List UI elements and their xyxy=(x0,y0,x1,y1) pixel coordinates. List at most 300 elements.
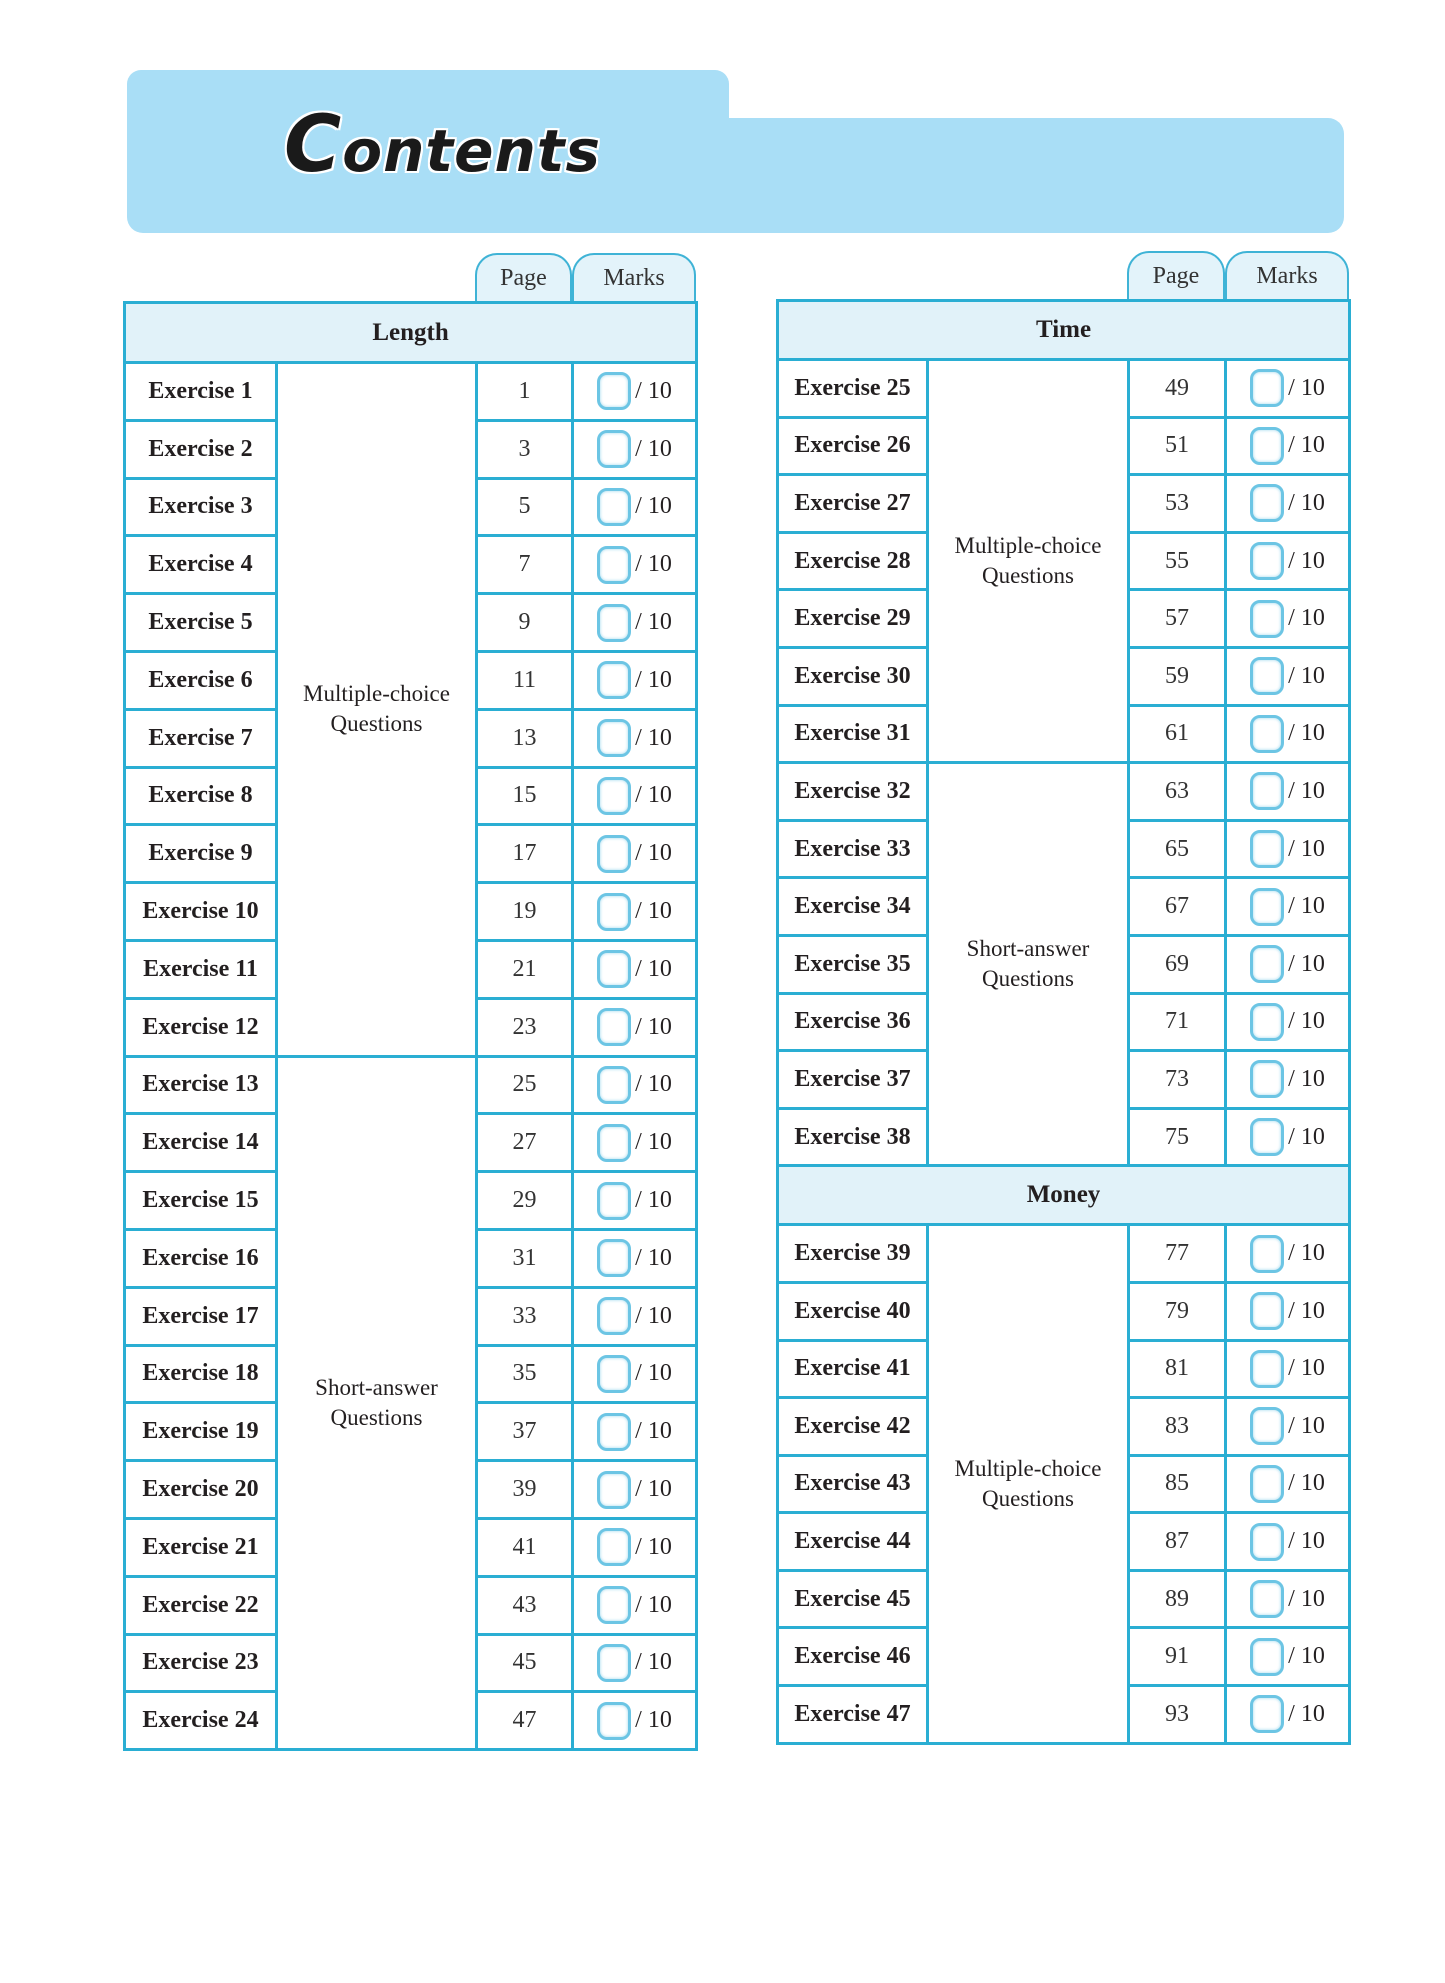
score-input-box[interactable] xyxy=(1250,1235,1284,1273)
exercise-label[interactable]: Exercise 24 xyxy=(125,1692,277,1750)
question-type-label: Multiple-choice Questions xyxy=(928,1225,1129,1743)
marks-total: / 10 xyxy=(635,1707,672,1734)
marks-entry xyxy=(574,1124,695,1162)
marks-cell xyxy=(1226,878,1350,936)
marks-total: / 10 xyxy=(1288,1240,1325,1267)
marks-cell xyxy=(573,363,697,421)
marks-cell xyxy=(573,825,697,883)
marks-entry xyxy=(1227,1235,1348,1273)
page-number: 5 xyxy=(477,478,573,536)
marks-total: / 10 xyxy=(635,609,672,636)
exercise-label[interactable]: Exercise 21 xyxy=(125,1518,277,1576)
exercise-row[interactable] xyxy=(125,363,697,421)
marks-total: / 10 xyxy=(1288,835,1325,862)
page-number: 19 xyxy=(477,883,573,941)
score-input-box[interactable] xyxy=(597,950,631,988)
marks-total: / 10 xyxy=(1288,720,1325,747)
marks-total: / 10 xyxy=(635,666,672,693)
page-number: 11 xyxy=(477,651,573,709)
score-input-box[interactable] xyxy=(1250,542,1284,580)
score-input-box[interactable] xyxy=(597,1182,631,1220)
marks-cell xyxy=(573,1114,697,1172)
marks-entry xyxy=(1227,888,1348,926)
exercise-label[interactable]: Exercise 12 xyxy=(125,998,277,1056)
score-input-box[interactable] xyxy=(1250,888,1284,926)
exercise-row[interactable] xyxy=(125,1056,697,1114)
exercise-label[interactable]: Exercise 31 xyxy=(778,705,928,763)
marks-cell xyxy=(573,1461,697,1519)
marks-entry xyxy=(574,1528,695,1566)
page-number: 7 xyxy=(477,536,573,594)
page-number: 29 xyxy=(477,1172,573,1230)
section-title: Time xyxy=(778,301,1350,360)
marks-entry xyxy=(1227,369,1348,407)
score-input-box[interactable] xyxy=(1250,1003,1284,1041)
score-input-box[interactable] xyxy=(597,1066,631,1104)
page-number: 75 xyxy=(1129,1108,1226,1166)
score-input-box[interactable] xyxy=(597,893,631,931)
marks-entry xyxy=(574,1355,695,1393)
score-input-box[interactable] xyxy=(597,1239,631,1277)
marks-total: / 10 xyxy=(635,1476,672,1503)
marks-entry xyxy=(574,777,695,815)
marks-column-tab: Marks xyxy=(1225,251,1349,299)
marks-cell xyxy=(1226,417,1350,475)
exercise-label[interactable]: Exercise 38 xyxy=(778,1108,928,1166)
marks-cell xyxy=(573,1056,697,1114)
marks-cell xyxy=(573,1229,697,1287)
marks-cell xyxy=(1226,1051,1350,1109)
page-number: 63 xyxy=(1129,763,1226,821)
marks-entry xyxy=(574,430,695,468)
marks-entry xyxy=(1227,657,1348,695)
marks-total: / 10 xyxy=(635,1013,672,1040)
marks-total: / 10 xyxy=(635,551,672,578)
marks-total: / 10 xyxy=(1288,1065,1325,1092)
marks-total: / 10 xyxy=(1288,1355,1325,1382)
exercise-label[interactable]: Exercise 47 xyxy=(778,1686,928,1744)
page-number: 71 xyxy=(1129,993,1226,1051)
page-number: 3 xyxy=(477,420,573,478)
contents-table-right xyxy=(776,299,1351,1745)
marks-cell xyxy=(573,1634,697,1692)
score-input-box[interactable] xyxy=(597,1528,631,1566)
page-number: 43 xyxy=(477,1576,573,1634)
page-column-tab: Page xyxy=(475,253,572,301)
marks-cell xyxy=(573,1172,697,1230)
marks-cell xyxy=(573,1518,697,1576)
page-number: 45 xyxy=(477,1634,573,1692)
exercise-label[interactable]: Exercise 34 xyxy=(778,878,928,936)
section-title: Length xyxy=(125,303,697,363)
marks-total: / 10 xyxy=(635,1244,672,1271)
exercise-label[interactable]: Exercise 18 xyxy=(125,1345,277,1403)
marks-cell xyxy=(573,536,697,594)
score-input-box[interactable] xyxy=(597,1355,631,1393)
marks-entry xyxy=(1227,1695,1348,1733)
score-input-box[interactable] xyxy=(1250,1407,1284,1445)
score-input-box[interactable] xyxy=(597,430,631,468)
marks-total: / 10 xyxy=(635,1418,672,1445)
marks-total: / 10 xyxy=(1288,893,1325,920)
page-title: Contents xyxy=(284,100,601,190)
page-number: 15 xyxy=(477,767,573,825)
exercise-label[interactable]: Exercise 1 xyxy=(125,363,277,421)
marks-total: / 10 xyxy=(635,1302,672,1329)
score-input-box[interactable] xyxy=(597,719,631,757)
marks-entry xyxy=(574,1182,695,1220)
exercise-label[interactable]: Exercise 3 xyxy=(125,478,277,536)
exercise-label[interactable]: Exercise 29 xyxy=(778,590,928,648)
marks-entry xyxy=(1227,427,1348,465)
score-input-box[interactable] xyxy=(1250,1350,1284,1388)
score-input-box[interactable] xyxy=(597,1413,631,1451)
question-type-label: Short-answer Questions xyxy=(928,763,1129,1166)
page-number: 59 xyxy=(1129,647,1226,705)
page-number: 31 xyxy=(477,1229,573,1287)
score-input-box[interactable] xyxy=(597,1124,631,1162)
page-column-tab: Page xyxy=(1127,251,1225,299)
exercise-label[interactable]: Exercise 10 xyxy=(125,883,277,941)
page-number: 61 xyxy=(1129,705,1226,763)
marks-cell xyxy=(1226,1513,1350,1571)
exercise-label[interactable]: Exercise 35 xyxy=(778,935,928,993)
marks-cell xyxy=(1226,1282,1350,1340)
exercise-label[interactable]: Exercise 23 xyxy=(125,1634,277,1692)
marks-cell xyxy=(1226,1108,1350,1166)
section-title: Money xyxy=(778,1166,1350,1225)
score-input-box[interactable] xyxy=(1250,484,1284,522)
marks-total: / 10 xyxy=(635,1533,672,1560)
marks-cell xyxy=(1226,820,1350,878)
marks-cell xyxy=(1226,763,1350,821)
page-number: 17 xyxy=(477,825,573,883)
score-input-box[interactable] xyxy=(1250,715,1284,753)
score-input-box[interactable] xyxy=(1250,427,1284,465)
exercise-label[interactable]: Exercise 6 xyxy=(125,651,277,709)
exercise-label[interactable]: Exercise 20 xyxy=(125,1461,277,1519)
page-number: 77 xyxy=(1129,1225,1226,1283)
marks-cell xyxy=(573,1576,697,1634)
marks-total: / 10 xyxy=(635,955,672,982)
marks-entry xyxy=(574,1008,695,1046)
page-number: 69 xyxy=(1129,935,1226,993)
marks-cell xyxy=(1226,1225,1350,1283)
marks-entry xyxy=(1227,1350,1348,1388)
marks-total: / 10 xyxy=(635,840,672,867)
question-type-label: Multiple-choice Questions xyxy=(928,360,1129,763)
marks-entry xyxy=(1227,484,1348,522)
score-input-box[interactable] xyxy=(1250,772,1284,810)
exercise-row[interactable] xyxy=(778,360,1350,418)
score-input-box[interactable] xyxy=(597,835,631,873)
marks-entry xyxy=(574,1586,695,1624)
marks-cell xyxy=(573,651,697,709)
exercise-label[interactable]: Exercise 40 xyxy=(778,1282,928,1340)
marks-entry xyxy=(1227,1523,1348,1561)
score-input-box[interactable] xyxy=(1250,945,1284,983)
banner-notch xyxy=(729,70,747,118)
marks-total: / 10 xyxy=(1288,777,1325,804)
marks-total: / 10 xyxy=(635,1360,672,1387)
marks-entry xyxy=(574,546,695,584)
marks-total: / 10 xyxy=(635,1129,672,1156)
exercise-label[interactable]: Exercise 2 xyxy=(125,420,277,478)
marks-entry xyxy=(574,1239,695,1277)
page-number: 9 xyxy=(477,594,573,652)
score-input-box[interactable] xyxy=(1250,1118,1284,1156)
marks-entry xyxy=(574,1066,695,1104)
marks-cell xyxy=(1226,1570,1350,1628)
exercise-label[interactable]: Exercise 11 xyxy=(125,940,277,998)
exercise-label[interactable]: Exercise 46 xyxy=(778,1628,928,1686)
marks-entry xyxy=(1227,945,1348,983)
contents-table-left xyxy=(123,301,698,1751)
exercise-label[interactable]: Exercise 17 xyxy=(125,1287,277,1345)
exercise-label[interactable]: Exercise 41 xyxy=(778,1340,928,1398)
marks-total: / 10 xyxy=(635,1187,672,1214)
score-input-box[interactable] xyxy=(597,604,631,642)
exercise-label[interactable]: Exercise 16 xyxy=(125,1229,277,1287)
page-number: 41 xyxy=(477,1518,573,1576)
marks-cell xyxy=(573,998,697,1056)
marks-total: / 10 xyxy=(1288,1585,1325,1612)
marks-entry xyxy=(574,1644,695,1682)
page-number: 49 xyxy=(1129,360,1226,418)
marks-entry xyxy=(1227,1465,1348,1503)
marks-entry xyxy=(1227,1580,1348,1618)
page-number: 51 xyxy=(1129,417,1226,475)
exercise-label[interactable]: Exercise 22 xyxy=(125,1576,277,1634)
right-column-tabs xyxy=(1127,251,1349,299)
score-input-box[interactable] xyxy=(1250,1580,1284,1618)
exercise-label[interactable]: Exercise 33 xyxy=(778,820,928,878)
marks-cell xyxy=(1226,705,1350,763)
marks-entry xyxy=(574,604,695,642)
page-number: 25 xyxy=(477,1056,573,1114)
marks-cell xyxy=(573,1692,697,1750)
marks-entry xyxy=(1227,1638,1348,1676)
marks-entry xyxy=(574,835,695,873)
score-input-box[interactable] xyxy=(597,1297,631,1335)
marks-entry xyxy=(574,661,695,699)
score-input-box[interactable] xyxy=(597,488,631,526)
score-input-box[interactable] xyxy=(1250,1523,1284,1561)
score-input-box[interactable] xyxy=(597,661,631,699)
score-input-box[interactable] xyxy=(1250,1695,1284,1733)
marks-total: / 10 xyxy=(1288,489,1325,516)
page-number: 27 xyxy=(477,1114,573,1172)
marks-cell xyxy=(573,1287,697,1345)
marks-entry xyxy=(1227,772,1348,810)
page-number: 57 xyxy=(1129,590,1226,648)
marks-entry xyxy=(574,893,695,931)
marks-cell xyxy=(1226,935,1350,993)
question-type-label: Short-answer Questions xyxy=(277,1056,477,1750)
exercise-label[interactable]: Exercise 28 xyxy=(778,532,928,590)
marks-entry xyxy=(574,488,695,526)
score-input-box[interactable] xyxy=(1250,1465,1284,1503)
page-number: 55 xyxy=(1129,532,1226,590)
score-input-box[interactable] xyxy=(597,1008,631,1046)
marks-cell xyxy=(1226,475,1350,533)
marks-total: / 10 xyxy=(1288,432,1325,459)
marks-cell xyxy=(573,1345,697,1403)
marks-entry xyxy=(574,1471,695,1509)
marks-total: / 10 xyxy=(635,1591,672,1618)
marks-entry xyxy=(1227,715,1348,753)
exercise-label[interactable]: Exercise 42 xyxy=(778,1398,928,1456)
page-number: 89 xyxy=(1129,1570,1226,1628)
score-input-box[interactable] xyxy=(597,777,631,815)
page-number: 13 xyxy=(477,709,573,767)
marks-cell xyxy=(573,709,697,767)
score-input-box[interactable] xyxy=(597,1702,631,1740)
marks-total: / 10 xyxy=(635,435,672,462)
page-number: 91 xyxy=(1129,1628,1226,1686)
exercise-label[interactable]: Exercise 30 xyxy=(778,647,928,705)
marks-entry xyxy=(574,950,695,988)
marks-entry xyxy=(574,719,695,757)
marks-total: / 10 xyxy=(1288,547,1325,574)
marks-entry xyxy=(1227,542,1348,580)
marks-total: / 10 xyxy=(1288,1528,1325,1555)
exercise-label[interactable]: Exercise 39 xyxy=(778,1225,928,1283)
page-number: 1 xyxy=(477,363,573,421)
marks-cell xyxy=(1226,532,1350,590)
marks-entry xyxy=(1227,1003,1348,1041)
exercise-label[interactable]: Exercise 44 xyxy=(778,1513,928,1571)
marks-cell xyxy=(573,767,697,825)
exercise-label[interactable]: Exercise 36 xyxy=(778,993,928,1051)
marks-total: / 10 xyxy=(1288,1412,1325,1439)
exercise-label[interactable]: Exercise 14 xyxy=(125,1114,277,1172)
score-input-box[interactable] xyxy=(1250,1292,1284,1330)
marks-entry xyxy=(1227,830,1348,868)
marks-cell xyxy=(1226,360,1350,418)
exercise-label[interactable]: Exercise 25 xyxy=(778,360,928,418)
score-input-box[interactable] xyxy=(597,1644,631,1682)
marks-cell xyxy=(573,883,697,941)
marks-entry xyxy=(1227,1292,1348,1330)
marks-cell xyxy=(1226,1455,1350,1513)
exercise-label[interactable]: Exercise 19 xyxy=(125,1403,277,1461)
exercise-label[interactable]: Exercise 27 xyxy=(778,475,928,533)
marks-cell xyxy=(1226,993,1350,1051)
page-number: 53 xyxy=(1129,475,1226,533)
marks-total: / 10 xyxy=(635,782,672,809)
marks-total: / 10 xyxy=(1288,1123,1325,1150)
section-header-row xyxy=(125,303,697,363)
page-number: 87 xyxy=(1129,1513,1226,1571)
score-input-box[interactable] xyxy=(1250,657,1284,695)
score-input-box[interactable] xyxy=(1250,830,1284,868)
score-input-box[interactable] xyxy=(1250,1060,1284,1098)
marks-cell xyxy=(1226,1340,1350,1398)
page-number: 35 xyxy=(477,1345,573,1403)
exercise-row[interactable] xyxy=(778,763,1350,821)
page-number: 37 xyxy=(477,1403,573,1461)
exercise-label[interactable]: Exercise 9 xyxy=(125,825,277,883)
marks-total: / 10 xyxy=(1288,1470,1325,1497)
page-number: 79 xyxy=(1129,1282,1226,1340)
marks-cell xyxy=(573,940,697,998)
marks-total: / 10 xyxy=(1288,1297,1325,1324)
page-number: 83 xyxy=(1129,1398,1226,1456)
section-header-row xyxy=(778,1166,1350,1225)
page-number: 23 xyxy=(477,998,573,1056)
marks-total: / 10 xyxy=(1288,662,1325,689)
marks-entry xyxy=(1227,1407,1348,1445)
marks-total: / 10 xyxy=(1288,950,1325,977)
page-number: 81 xyxy=(1129,1340,1226,1398)
exercise-label[interactable]: Exercise 8 xyxy=(125,767,277,825)
page-number: 33 xyxy=(477,1287,573,1345)
exercise-label[interactable]: Exercise 26 xyxy=(778,417,928,475)
page-number: 85 xyxy=(1129,1455,1226,1513)
exercise-label[interactable]: Exercise 32 xyxy=(778,763,928,821)
marks-total: / 10 xyxy=(635,377,672,404)
score-input-box[interactable] xyxy=(597,372,631,410)
marks-total: / 10 xyxy=(635,493,672,520)
marks-entry xyxy=(574,1702,695,1740)
exercise-label[interactable]: Exercise 43 xyxy=(778,1455,928,1513)
exercise-label[interactable]: Exercise 15 xyxy=(125,1172,277,1230)
score-input-box[interactable] xyxy=(597,546,631,584)
marks-cell xyxy=(573,594,697,652)
marks-column-tab: Marks xyxy=(572,253,696,301)
score-input-box[interactable] xyxy=(1250,600,1284,638)
marks-entry xyxy=(574,372,695,410)
section-header-row xyxy=(778,301,1350,360)
score-input-box[interactable] xyxy=(597,1586,631,1624)
page-number: 67 xyxy=(1129,878,1226,936)
page-number: 21 xyxy=(477,940,573,998)
score-input-box[interactable] xyxy=(597,1471,631,1509)
marks-total: / 10 xyxy=(1288,1643,1325,1670)
marks-total: / 10 xyxy=(635,724,672,751)
page-number: 39 xyxy=(477,1461,573,1519)
left-column-tabs xyxy=(475,253,696,301)
exercise-label[interactable]: Exercise 7 xyxy=(125,709,277,767)
marks-cell xyxy=(1226,1628,1350,1686)
exercise-label[interactable]: Exercise 45 xyxy=(778,1570,928,1628)
page-number: 47 xyxy=(477,1692,573,1750)
marks-entry xyxy=(574,1297,695,1335)
page-number: 93 xyxy=(1129,1686,1226,1744)
page-number: 65 xyxy=(1129,820,1226,878)
marks-total: / 10 xyxy=(635,1071,672,1098)
exercise-label[interactable]: Exercise 5 xyxy=(125,594,277,652)
page-number: 73 xyxy=(1129,1051,1226,1109)
marks-entry xyxy=(1227,1060,1348,1098)
marks-total: / 10 xyxy=(1288,374,1325,401)
marks-total: / 10 xyxy=(635,1649,672,1676)
marks-cell xyxy=(1226,590,1350,648)
score-input-box[interactable] xyxy=(1250,369,1284,407)
exercise-label[interactable]: Exercise 13 xyxy=(125,1056,277,1114)
marks-total: / 10 xyxy=(635,898,672,925)
marks-entry xyxy=(1227,1118,1348,1156)
marks-entry xyxy=(1227,600,1348,638)
exercise-row[interactable] xyxy=(778,1225,1350,1283)
marks-cell xyxy=(573,420,697,478)
marks-total: / 10 xyxy=(1288,1700,1325,1727)
score-input-box[interactable] xyxy=(1250,1638,1284,1676)
marks-entry xyxy=(574,1413,695,1451)
exercise-label[interactable]: Exercise 37 xyxy=(778,1051,928,1109)
exercise-label[interactable]: Exercise 4 xyxy=(125,536,277,594)
